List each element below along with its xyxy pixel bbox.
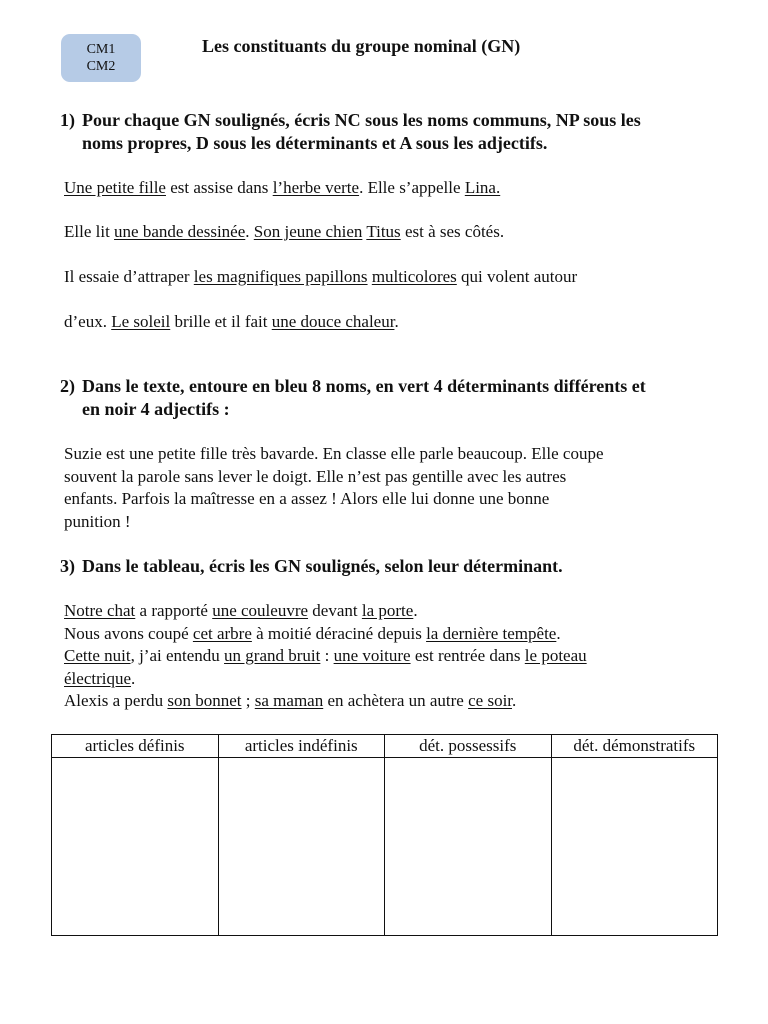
question-1-number: 1) (60, 110, 75, 130)
gn-underlined: Le soleil (111, 312, 171, 331)
text-run: qui volent autour (456, 267, 578, 286)
text-run: à moitié déraciné depuis (251, 623, 427, 643)
gn-underlined: une bande dessinée (114, 222, 246, 241)
gn-underlined: cet arbre (192, 623, 252, 643)
text-run: : (320, 646, 334, 665)
text-run: . (394, 312, 399, 331)
text1-line-3 (64, 266, 577, 288)
header-det-possessifs: dét. possessifs (385, 735, 552, 758)
question-1-line-2: noms propres, D sous les déterminants et A sous les adjectifs. (82, 133, 548, 153)
answer-cell-det-demonstratifs[interactable] (551, 758, 718, 936)
page-title: Les constituants du groupe nominal (GN) (202, 36, 521, 56)
answer-table (51, 734, 718, 936)
text3-line-4 (64, 668, 734, 691)
text-run: Nous avons coupé (64, 623, 193, 643)
text-run: . (556, 623, 561, 643)
gn-underlined: la porte (361, 601, 414, 620)
text3-line-1 (64, 600, 734, 623)
gn-underlined: ce soir (468, 691, 513, 710)
text3-paragraph (64, 600, 734, 713)
answer-cell-det-possessifs[interactable] (385, 758, 552, 936)
question-1 (60, 109, 740, 155)
question-2-number: 2) (60, 376, 75, 396)
text-run: Il essaie d’attraper (64, 267, 194, 286)
answer-cell-articles-definis[interactable] (52, 758, 219, 936)
text3-line-2 (64, 623, 734, 646)
gn-underlined: les magnifiques papillons (193, 267, 368, 286)
text-run: , j’ai entendu (130, 646, 225, 665)
text-run: . Elle s’appelle (359, 178, 465, 197)
text2-line-3: enfants. Parfois la maîtresse en a assez ! Alors elle lui donne une bonne (64, 489, 550, 508)
text-run: . (245, 222, 254, 241)
question-3 (60, 555, 740, 578)
answer-table-header-row (52, 735, 718, 758)
gn-underlined: l’herbe verte (272, 178, 360, 197)
text-run: en achètera un autre (323, 691, 469, 710)
text2-line-1: Suzie est une petite fille très bavarde. En classe elle parle beaucoup. Elle coupe (64, 444, 604, 463)
answer-cell-articles-indefinis[interactable] (218, 758, 385, 936)
text3-line-3 (64, 645, 734, 668)
text-run: est à ses côtés. (400, 222, 505, 241)
gn-underlined: Une petite fille (64, 178, 166, 197)
question-3-line-1: Dans le tableau, écris les GN soulignés, selon leur déterminant. (82, 556, 563, 576)
text-run: est assise dans (165, 178, 273, 197)
text-run: . (512, 691, 517, 710)
text2-line-2: souvent la parole sans lever le doigt. Elle n’est pas gentille avec les autres (64, 466, 567, 486)
text-run: a rapporté (135, 601, 213, 620)
text1-line-2 (64, 221, 504, 243)
text-run: devant (308, 601, 362, 620)
gn-underlined: le poteau (524, 646, 587, 665)
gn-underlined: une couleuvre (212, 601, 309, 620)
text2-line-4: punition ! (64, 511, 131, 531)
gn-underlined: une douce chaleur (271, 312, 395, 331)
text-run: . (413, 601, 418, 620)
text-run: brille et il fait (170, 312, 272, 331)
text-run: ; (241, 691, 255, 710)
header-articles-definis: articles définis (52, 735, 219, 758)
question-3-number: 3) (60, 556, 75, 576)
question-2-line-2: en noir 4 adjectifs : (82, 399, 230, 419)
gn-underlined: un grand bruit (224, 646, 321, 665)
header-articles-indefinis: articles indéfinis (218, 735, 385, 758)
gn-underlined: Lina. (464, 178, 501, 197)
header-det-demonstratifs: dét. démonstratifs (551, 735, 718, 758)
text1-line-1 (64, 177, 500, 199)
level-badge (61, 34, 141, 82)
gn-underlined: la dernière tempête (426, 623, 557, 643)
text-run: Alexis a perdu (64, 691, 168, 710)
answer-table-row (52, 758, 718, 936)
text-run: d’eux. (64, 312, 112, 331)
text-run: . (131, 668, 136, 688)
gn-underlined: Son jeune chien (253, 222, 363, 241)
text-run: Elle lit (64, 222, 115, 241)
gn-underlined: une voiture (333, 646, 411, 665)
gn-underlined: sa maman (254, 691, 324, 710)
gn-underlined: électrique (64, 668, 132, 688)
gn-underlined: Cette nuit (64, 646, 131, 665)
text1-line-4 (64, 311, 399, 333)
level-cm1: CM1 (86, 42, 116, 57)
gn-underlined: Titus (366, 222, 401, 241)
text-run: est rentrée dans (410, 646, 525, 665)
text3-line-5 (64, 690, 734, 713)
question-1-line-1: Pour chaque GN soulignés, écris NC sous les noms communs, NP sous les (82, 110, 641, 130)
question-2-line-1: Dans le texte, entoure en bleu 8 noms, en vert 4 déterminants différents et (82, 376, 646, 396)
level-cm2: CM2 (86, 59, 116, 74)
gn-underlined: multicolores (371, 267, 457, 286)
text2-paragraph (64, 443, 734, 533)
question-2 (60, 375, 740, 421)
gn-underlined: son bonnet (167, 691, 242, 710)
gn-underlined: Notre chat (64, 601, 136, 620)
